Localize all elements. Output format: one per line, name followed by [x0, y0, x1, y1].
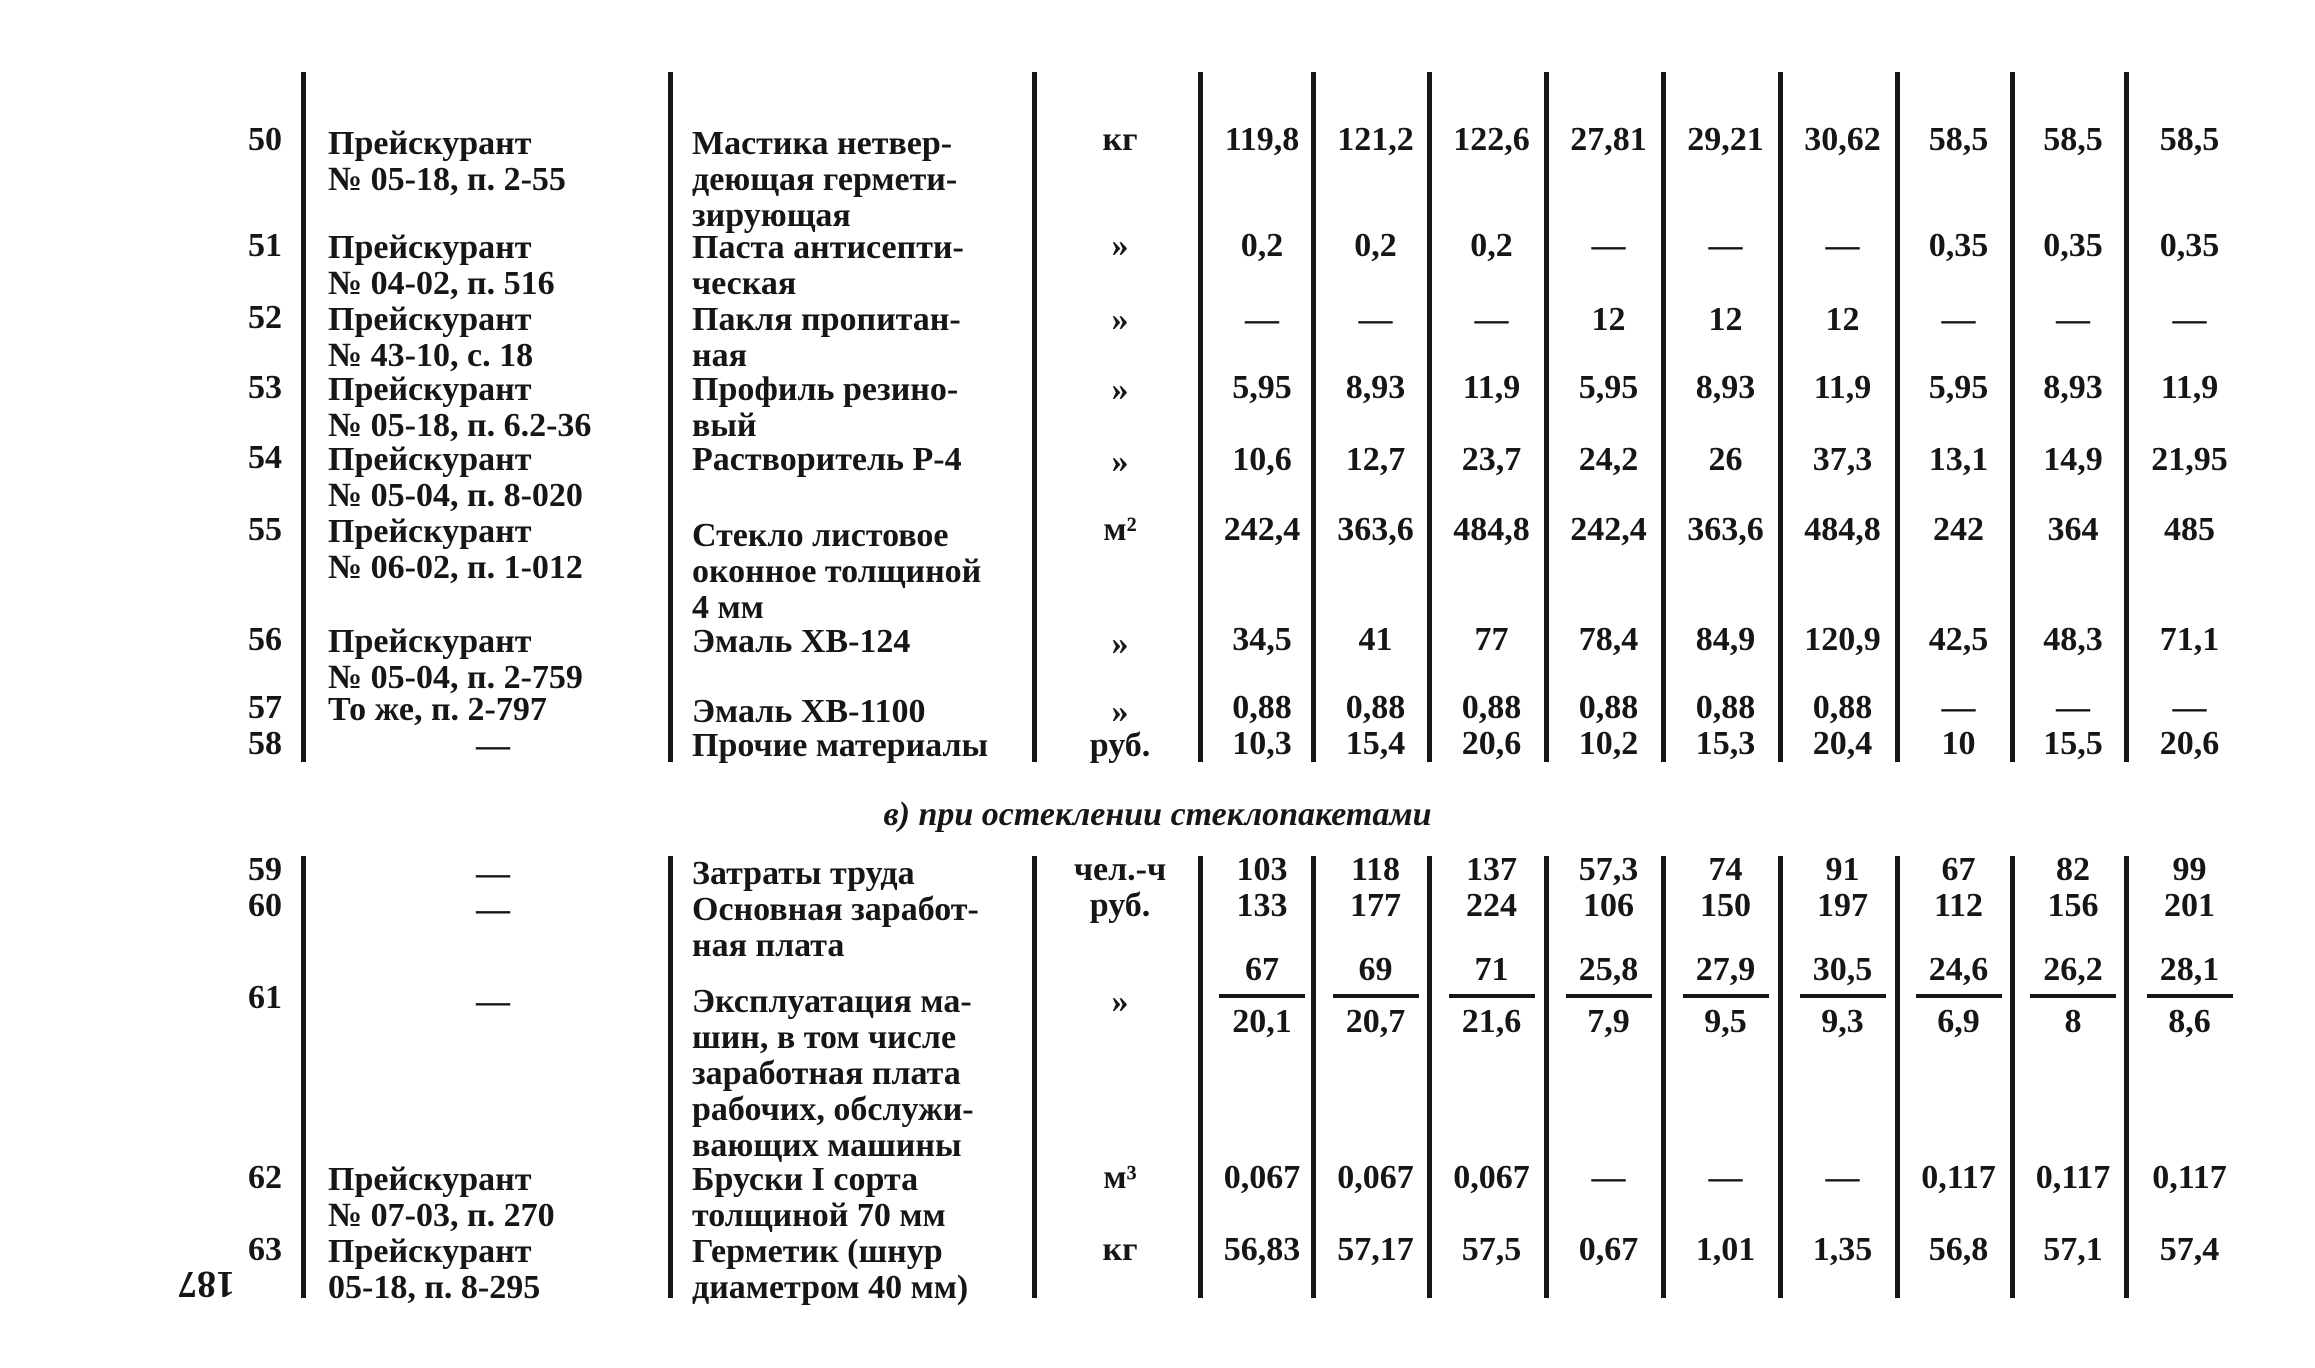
fraction-denominator: 20,7 — [1345, 1003, 1406, 1040]
fraction-numerator: 67 — [1245, 951, 1279, 988]
page-number: 187 — [178, 1263, 235, 1305]
value-cell: 0,067 — [1453, 1159, 1530, 1196]
value-cell: 242,4 — [1570, 511, 1647, 548]
unit: » — [1111, 443, 1129, 480]
value-cell: 10,2 — [1578, 725, 1639, 762]
unit: руб. — [1089, 887, 1151, 924]
value-cell: 91 — [1825, 851, 1860, 888]
material-name: Эмаль ХВ-124 — [692, 623, 911, 660]
fraction-numerator: 24,6 — [1928, 951, 1989, 988]
value-cell: 82 — [2056, 851, 2090, 888]
fraction-denominator: 8 — [2064, 1003, 2082, 1040]
value-cell: 363,6 — [1687, 511, 1764, 548]
value-cell: 71,1 — [2159, 621, 2220, 658]
source-reference: Прейскурант № 05-04, п. 2-759 — [328, 623, 583, 696]
material-name: Пакля пропитан- ная — [692, 301, 961, 374]
value-cell: 58,5 — [2043, 121, 2103, 158]
value-cell: 12 — [1591, 301, 1626, 338]
row-number: 62 — [248, 1159, 282, 1196]
material-name: Растворитель Р-4 — [692, 441, 962, 478]
row-number: 52 — [248, 299, 282, 336]
value-cell: 121,2 — [1337, 121, 1414, 158]
fraction-denominator: 8,6 — [2168, 1003, 2211, 1040]
value-cell: 242 — [1933, 511, 1984, 548]
unit: » — [1111, 625, 1129, 662]
unit: » — [1111, 693, 1129, 730]
value-cell: 5,95 — [1928, 369, 1989, 406]
value-cell: 156 — [2047, 887, 2099, 924]
source-reference: — — [476, 983, 510, 1020]
unit: кг — [1102, 121, 1138, 158]
material-name: Мастика нетвер- деющая гермети- зирующая — [692, 125, 958, 234]
value-cell: 48,3 — [2043, 621, 2103, 658]
fraction-denominator: 9,3 — [1821, 1003, 1864, 1040]
fraction-numerator: 27,9 — [1695, 951, 1756, 988]
value-cell: — — [1591, 1159, 1626, 1196]
value-cell: — — [1825, 227, 1860, 264]
value-cell: 41 — [1358, 621, 1393, 658]
unit: руб. — [1089, 727, 1151, 764]
value-cell: 484,8 — [1453, 511, 1530, 548]
value-cell: 201 — [2164, 887, 2215, 924]
fraction-numerator: 25,8 — [1578, 951, 1639, 988]
row-number: 53 — [248, 369, 282, 406]
value-cell: 74 — [1708, 851, 1743, 888]
value-cell: 8,93 — [1345, 369, 1406, 406]
unit: » — [1111, 371, 1129, 408]
value-cell: 20,6 — [2159, 725, 2220, 762]
rule-bottom — [1032, 856, 1037, 1298]
source-reference: Прейскурант 05-18, п. 8-295 — [328, 1233, 541, 1306]
value-cell: — — [1591, 227, 1626, 264]
row-number: 50 — [248, 121, 282, 158]
value-cell: 0,117 — [1921, 1159, 1996, 1196]
unit: кг — [1102, 1231, 1138, 1268]
value-cell: 99 — [2172, 851, 2207, 888]
fraction-denominator: 20,1 — [1232, 1003, 1292, 1040]
value-cell: 12 — [1825, 301, 1860, 338]
rule-top — [1032, 72, 1037, 762]
value-cell: 363,6 — [1337, 511, 1414, 548]
fraction-cell — [1669, 952, 1782, 1040]
value-cell: 133 — [1236, 887, 1288, 924]
value-cell: 0,88 — [1695, 689, 1756, 726]
value-cell: 0,67 — [1578, 1231, 1639, 1268]
row-number: 63 — [248, 1231, 282, 1268]
material-name: Эксплуатация ма- шин, в том числе заработная плата рабочих, обслужи- вающих машины — [692, 983, 974, 1164]
value-cell: 120,9 — [1804, 621, 1881, 658]
value-cell: — — [1708, 1159, 1743, 1196]
value-cell: 0,067 — [1223, 1159, 1301, 1196]
rule-top — [2124, 72, 2129, 762]
fraction-cell — [1319, 952, 1432, 1040]
fraction-numerator: 26,2 — [2043, 951, 2103, 988]
source-reference: — — [476, 727, 510, 764]
value-cell: 11,9 — [1462, 369, 1521, 406]
rule-top — [1895, 72, 1900, 762]
value-cell: 0,88 — [1232, 689, 1292, 726]
value-cell: 119,8 — [1224, 121, 1300, 158]
value-cell: — — [1245, 301, 1279, 338]
value-cell: 112 — [1933, 887, 1984, 924]
source-reference: Прейскурант № 05-04, п. 8-020 — [328, 441, 583, 514]
value-cell: — — [1941, 689, 1976, 726]
value-cell: 67 — [1941, 851, 1976, 888]
row-number: 56 — [248, 621, 282, 658]
value-cell: 0,2 — [1240, 227, 1284, 264]
unit: » — [1111, 983, 1129, 1020]
fraction-denominator: 9,5 — [1704, 1003, 1747, 1040]
value-cell: 0,067 — [1337, 1159, 1414, 1196]
value-cell: 10,6 — [1232, 441, 1292, 478]
unit: » — [1111, 301, 1129, 338]
value-cell: 57,4 — [2159, 1231, 2220, 1268]
value-cell: 15,5 — [2043, 725, 2103, 762]
value-cell: 1,35 — [1812, 1231, 1873, 1268]
source-reference: Прейскурант № 05-18, п. 2-55 — [328, 125, 566, 198]
fraction-cell — [2018, 952, 2128, 1040]
source-reference: Прейскурант № 05-18, п. 6.2-36 — [328, 371, 592, 444]
rule-top — [668, 72, 673, 762]
source-reference: Прейскурант № 04-02, п. 516 — [328, 229, 555, 302]
value-cell: 23,7 — [1461, 441, 1522, 478]
value-cell: 20,4 — [1812, 725, 1873, 762]
row-number: 61 — [248, 979, 282, 1016]
value-cell: 0,2 — [1470, 227, 1513, 264]
fraction-denominator: 7,9 — [1587, 1003, 1630, 1040]
material-name: Основная заработ- ная плата — [692, 891, 979, 964]
value-cell: 364 — [2047, 511, 2099, 548]
rule-top — [1427, 72, 1432, 762]
value-cell: 15,4 — [1345, 725, 1406, 762]
value-cell: 13,1 — [1928, 441, 1989, 478]
fraction-cell — [1435, 952, 1548, 1040]
value-cell: 118 — [1350, 851, 1401, 888]
value-cell: 0,35 — [1928, 227, 1989, 264]
value-cell: 24,2 — [1578, 441, 1639, 478]
value-cell: 56,8 — [1928, 1231, 1989, 1268]
value-cell: 10 — [1941, 725, 1976, 762]
rule-bottom — [301, 856, 306, 1298]
value-cell: — — [1941, 301, 1976, 338]
row-number: 58 — [248, 725, 282, 762]
value-cell: 26 — [1708, 441, 1743, 478]
rule-top — [1778, 72, 1783, 762]
value-cell: 0,117 — [2152, 1159, 2227, 1196]
source-reference: Прейскурант № 07-03, п. 270 — [328, 1161, 555, 1234]
row-number: 57 — [248, 689, 282, 726]
section-title: в) при остеклении стеклопакетами — [883, 796, 1432, 833]
value-cell: 58,5 — [1928, 121, 1989, 158]
value-cell: — — [1708, 227, 1743, 264]
source-reference: Прейскурант № 06-02, п. 1-012 — [328, 513, 583, 586]
rule-top — [1661, 72, 1666, 762]
value-cell: 58,5 — [2159, 121, 2220, 158]
value-cell: 177 — [1350, 887, 1401, 924]
fraction-cell — [2132, 952, 2247, 1040]
value-cell: 150 — [1700, 887, 1751, 924]
fraction-cell — [1786, 952, 1899, 1040]
rule-bottom — [668, 856, 673, 1298]
value-cell: 57,3 — [1578, 851, 1639, 888]
unit: чел.-ч — [1073, 851, 1167, 888]
value-cell: 84,9 — [1695, 621, 1756, 658]
material-name: Паста антисепти- ческая — [692, 229, 964, 302]
fraction-cell — [1207, 952, 1317, 1040]
value-cell: 0,35 — [2159, 227, 2220, 264]
value-cell: 5,95 — [1232, 369, 1292, 406]
fraction-denominator: 21,6 — [1461, 1003, 1522, 1040]
material-name: Прочие материалы — [692, 727, 989, 764]
value-cell: 20,6 — [1461, 725, 1522, 762]
value-cell: 0,2 — [1354, 227, 1397, 264]
rule-top — [2010, 72, 2015, 762]
value-cell: 10,3 — [1232, 725, 1292, 762]
value-cell: 106 — [1583, 887, 1634, 924]
value-cell: 0,88 — [1578, 689, 1639, 726]
value-cell: 56,83 — [1223, 1231, 1301, 1268]
value-cell: 242,4 — [1223, 511, 1301, 548]
value-cell: 77 — [1474, 621, 1509, 658]
material-name: Стекло листовое оконное толщиной 4 мм — [692, 517, 982, 626]
value-cell: 21,95 — [2151, 441, 2228, 478]
value-cell: 484,8 — [1804, 511, 1881, 548]
row-number: 55 — [248, 511, 282, 548]
value-cell: 29,21 — [1687, 121, 1764, 158]
value-cell: 0,88 — [1461, 689, 1522, 726]
fraction-denominator: 6,9 — [1937, 1003, 1980, 1040]
value-cell: — — [1825, 1159, 1860, 1196]
rule-top — [1311, 72, 1316, 762]
value-cell: 137 — [1466, 851, 1517, 888]
value-cell: 1,01 — [1695, 1231, 1756, 1268]
value-cell: 122,6 — [1453, 121, 1530, 158]
material-name: Затраты труда — [692, 855, 915, 892]
value-cell: 57,1 — [2043, 1231, 2103, 1268]
value-cell: — — [2172, 301, 2207, 338]
value-cell: 14,9 — [2043, 441, 2103, 478]
material-name: Бруски I сорта толщиной 70 мм — [692, 1161, 946, 1234]
source-reference: То же, п. 2-797 — [328, 691, 547, 728]
row-number: 60 — [248, 887, 282, 924]
value-cell: 27,81 — [1570, 121, 1647, 158]
value-cell: 78,4 — [1578, 621, 1639, 658]
value-cell: 224 — [1466, 887, 1517, 924]
value-cell: 57,5 — [1461, 1231, 1522, 1268]
value-cell: 0,35 — [2043, 227, 2103, 264]
value-cell: — — [2172, 689, 2207, 726]
value-cell: 11,9 — [2160, 369, 2219, 406]
fraction-numerator: 30,5 — [1812, 951, 1873, 988]
value-cell: 103 — [1236, 851, 1288, 888]
value-cell: 0,88 — [1812, 689, 1873, 726]
value-cell: 42,5 — [1928, 621, 1989, 658]
value-cell: 11,9 — [1813, 369, 1872, 406]
material-name: Герметик (шнур диаметром 40 мм) — [692, 1233, 969, 1306]
value-cell: 485 — [2164, 511, 2215, 548]
value-cell: 0,88 — [1345, 689, 1406, 726]
value-cell: 5,95 — [1578, 369, 1639, 406]
value-cell: — — [1358, 301, 1393, 338]
value-cell: 30,62 — [1804, 121, 1881, 158]
value-cell: — — [2056, 301, 2090, 338]
value-cell: 197 — [1817, 887, 1868, 924]
value-cell: — — [2056, 689, 2090, 726]
fraction-numerator: 28,1 — [2159, 951, 2220, 988]
value-cell: 15,3 — [1695, 725, 1756, 762]
material-name: Профиль резино- вый — [692, 371, 959, 444]
fraction-numerator: 69 — [1358, 951, 1393, 988]
source-reference: — — [476, 855, 510, 892]
unit: м³ — [1103, 1159, 1137, 1196]
rule-top — [1544, 72, 1549, 762]
rule-top — [301, 72, 306, 762]
value-cell: 12 — [1708, 301, 1743, 338]
value-cell: 37,3 — [1812, 441, 1873, 478]
source-reference: Прейскурант № 43-10, с. 18 — [328, 301, 534, 374]
value-cell: 8,93 — [2043, 369, 2103, 406]
unit: » — [1111, 227, 1129, 264]
fraction-cell — [1903, 952, 2014, 1040]
source-reference: — — [476, 891, 510, 928]
fraction-numerator: 71 — [1474, 951, 1509, 988]
value-cell: 57,17 — [1337, 1231, 1414, 1268]
value-cell: 0,117 — [2035, 1159, 2111, 1196]
value-cell: — — [1474, 301, 1509, 338]
unit: м² — [1103, 511, 1137, 548]
value-cell: 8,93 — [1695, 369, 1756, 406]
row-number: 59 — [248, 851, 282, 888]
fraction-cell — [1552, 952, 1665, 1040]
value-cell: 12,7 — [1345, 441, 1406, 478]
value-cell: 34,5 — [1232, 621, 1292, 658]
row-number: 51 — [248, 227, 282, 264]
row-number: 54 — [248, 439, 282, 476]
material-name: Эмаль ХВ-1100 — [692, 693, 926, 730]
